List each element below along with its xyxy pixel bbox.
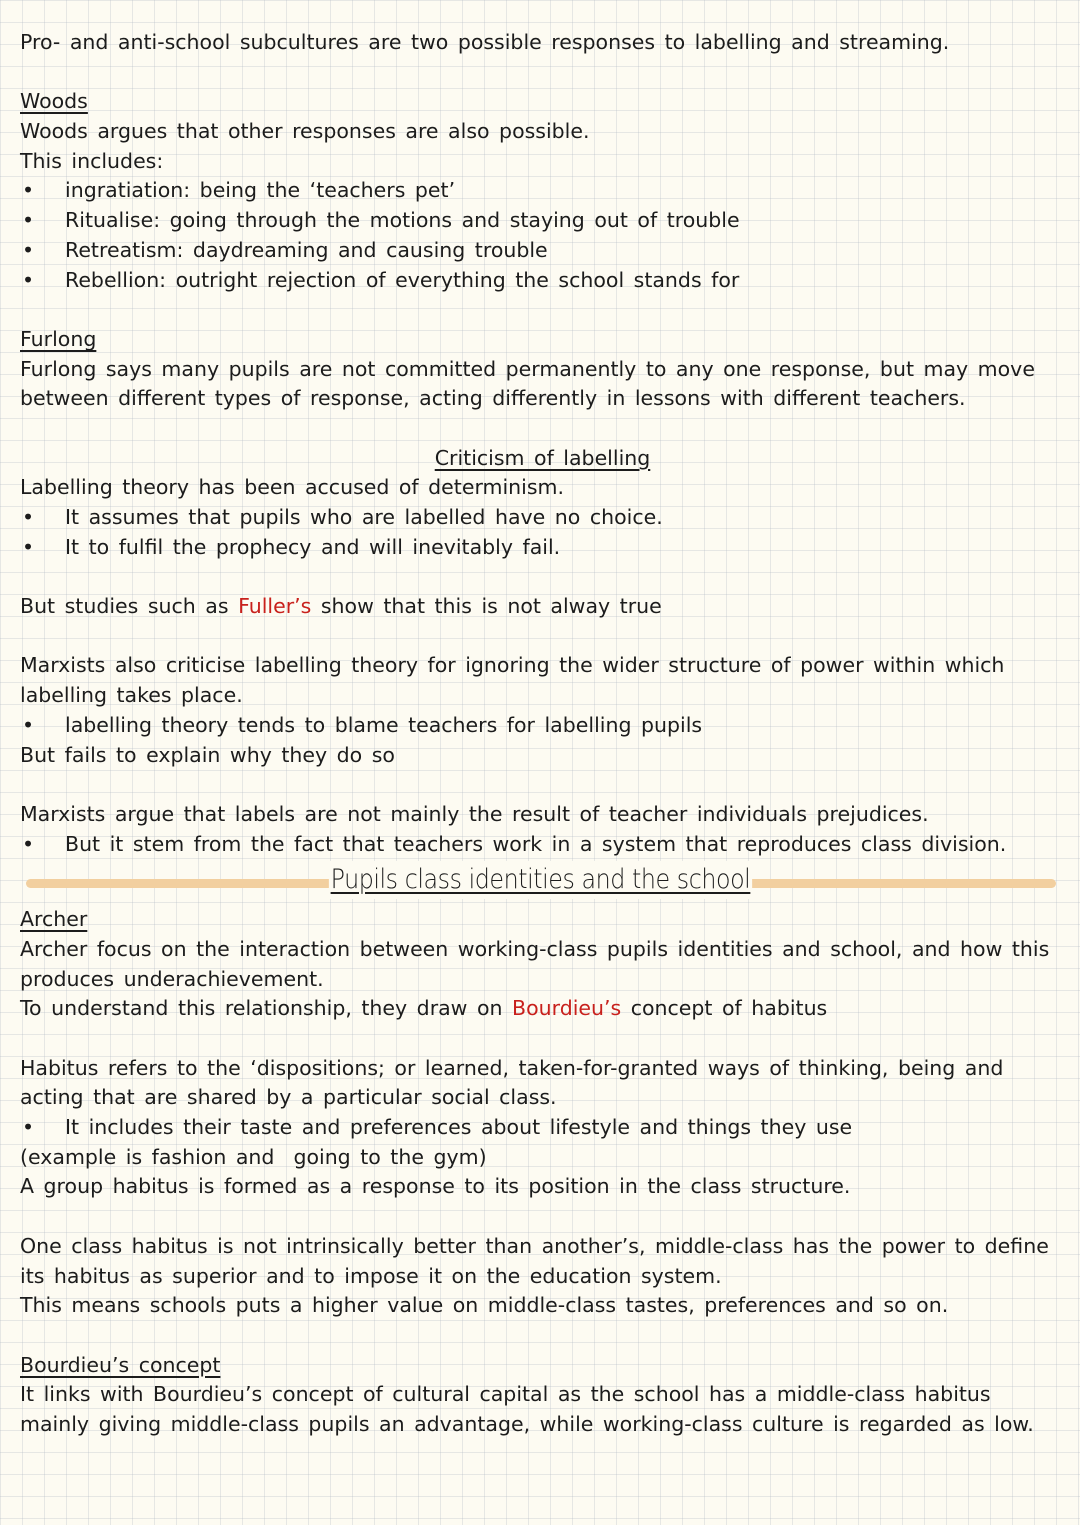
bullet-icon: • — [22, 712, 35, 737]
bourdieu-heading: Bourdieu’s concept — [20, 1352, 221, 1377]
habitus-text: acting that are shared by a particular social class. — [20, 1085, 557, 1110]
fuller-line: But studies such as Fuller’s show that this is not alway true — [20, 594, 662, 619]
bullet-icon: • — [22, 505, 35, 529]
marxist-text: But fails to explain why they do so — [20, 742, 395, 767]
list-item: • But it stem from the fact that teachers work in a system that reproduces class division. — [20, 830, 1065, 860]
list-item: • labelling theory tends to blame teachers for labelling pupils — [20, 711, 1065, 741]
woods-heading: Woods — [20, 89, 88, 114]
habitus-text: (example is fashion and going to the gym) — [20, 1144, 487, 1169]
archer-bourdieu-line: To understand this relationship, they draw on Bourdieu’s concept of habitus — [20, 996, 828, 1021]
archer-heading: Archer — [20, 907, 88, 932]
fuller-name: Fuller’s — [238, 594, 312, 619]
bullet-icon: • — [22, 831, 35, 856]
bourdieu-text: mainly giving middle-class pupils an advantage, while working-class culture is regarded as low. — [20, 1411, 1034, 1436]
bourdieu-text: It links with Bourdieu’s concept of cultural capital as the school has a middle-class habitus — [20, 1382, 991, 1407]
furlong-text: between different types of response, acting differently in lessons with different teachers. — [20, 386, 966, 411]
list-item: • ingratiation: being the ‘teachers pet’ — [20, 176, 1065, 206]
bullet-icon: • — [22, 237, 35, 262]
criticism-heading: Criticism of labelling — [434, 445, 651, 470]
list-item: • Ritualise: going through the motions and staying out of trouble — [20, 206, 1065, 236]
list-item: • Retreatism: daydreaming and causing trouble — [20, 236, 1065, 266]
marxist-text: Marxists also criticise labelling theory for ignoring the wider structure of power within which — [20, 653, 1005, 678]
habitus-text: its habitus as superior and to impose it on the education system. — [20, 1263, 722, 1288]
marxist-text: labelling takes place. — [20, 683, 243, 708]
section-divider — [20, 861, 1065, 905]
habitus-text: Habitus refers to the ‘dispositions; or learned, taken-for-granted ways of thinking, being and — [20, 1055, 1004, 1080]
woods-text: This includes: — [20, 148, 164, 173]
criticism-text: Labelling theory has been accused of determinism. — [20, 475, 565, 500]
bullet-icon: • — [22, 178, 35, 203]
furlong-heading: Furlong — [20, 326, 97, 351]
intro-text: Pro- and anti-school subcultures are two possible responses to labelling and streaming. — [20, 30, 950, 54]
habitus-text: This means schools puts a higher value on middle-class tastes, preferences and so on. — [20, 1293, 949, 1318]
bourdieu-name: Bourdieu’s — [512, 996, 622, 1021]
section-title: Pupils class identities and the school — [328, 861, 751, 899]
bullet-icon: • — [22, 208, 35, 233]
habitus-text: One class habitus is not intrinsically better than another’s, middle-class has the power to define — [20, 1233, 1049, 1258]
bullet-icon: • — [22, 1115, 35, 1140]
archer-text: Archer focus on the interaction between working-class pupils identities and school, and how this — [20, 936, 1050, 961]
list-item: • It to fulfil the prophecy and will inevitably fail. — [20, 533, 1065, 563]
furlong-text: Furlong says many pupils are not committed permanently to any one response, but may move — [20, 356, 1035, 381]
archer-text: produces underachievement. — [20, 966, 324, 991]
habitus-text: A group habitus is formed as a response to its position in the class structure. — [20, 1174, 851, 1199]
list-item: • It assumes that pupils who are labelled have no choice. — [20, 503, 1065, 533]
list-item: • It includes their taste and preferences about lifestyle and things they use — [20, 1113, 1065, 1143]
notes-page — [20, 28, 1065, 1440]
list-item: • Rebellion: outright rejection of everything the school stands for — [20, 266, 1065, 296]
bullet-icon: • — [22, 267, 35, 292]
woods-text: Woods argues that other responses are also possible. — [20, 119, 590, 144]
marxist-text: Marxists argue that labels are not mainly the result of teacher individuals prejudices. — [20, 801, 929, 826]
bullet-icon: • — [22, 534, 35, 559]
